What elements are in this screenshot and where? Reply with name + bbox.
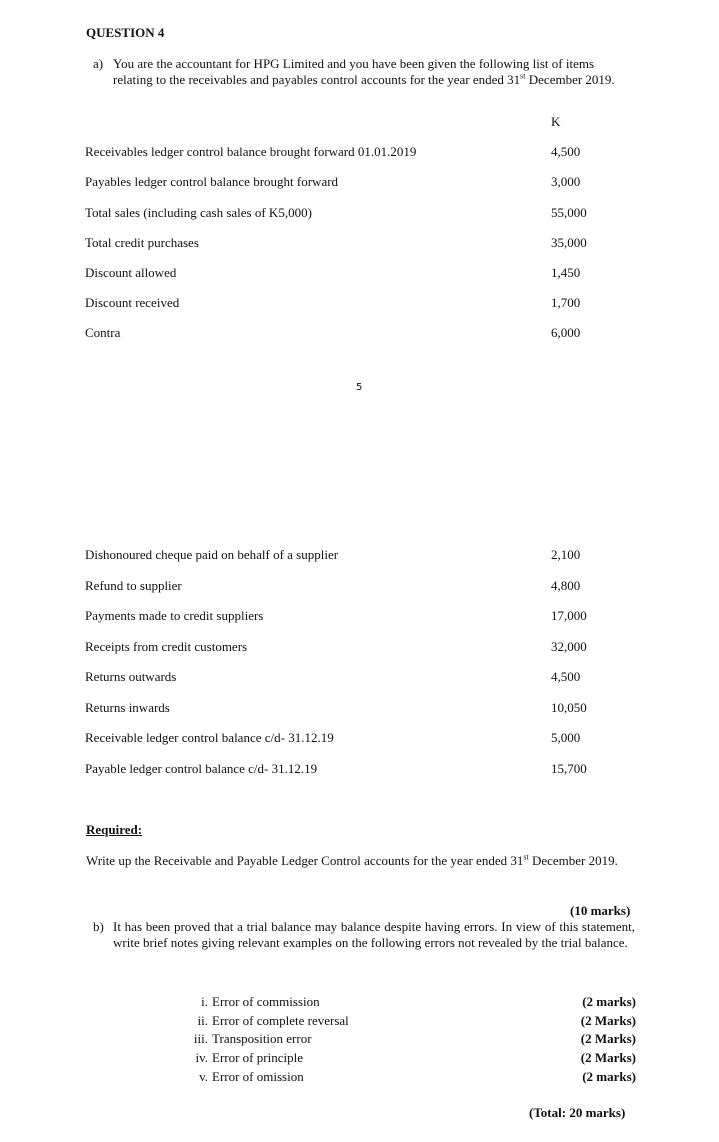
item-label: Payments made to credit suppliers [85,608,264,623]
item-row [85,578,645,594]
list-item [170,1013,636,1029]
part-b-text: It has been proved that a trial balance may balance despite having errors. In view of this statement, write brief notes giving relevant examples on the following errors not revealed by the trial balance. [113,919,635,950]
required-text-main: Write up the Receivable and Payable Ledger Control accounts for the year ended 31 [86,853,524,868]
item-row [85,325,645,341]
item-value: 3,000 [551,174,581,189]
list-item [170,1050,636,1066]
item-label: Payables ledger control balance brought forward [85,174,339,189]
item-row [85,144,645,160]
item-row [85,265,645,281]
item-value: 15,700 [551,761,587,776]
item-row [85,761,645,777]
item-label: Refund to supplier [85,578,182,593]
item-label: Receivables ledger control balance brought forward 01.01.2019 [85,144,417,159]
item-label: Receivable ledger control balance c/d- 31.12.19 [85,730,334,745]
item-row [85,235,645,251]
part-a-marks: (10 marks) [570,903,631,918]
item-row [85,669,645,685]
part-a-text [113,56,618,88]
error-name: Error of complete reversal [212,1013,349,1028]
item-value: 4,800 [551,578,581,593]
item-row [85,608,645,624]
item-label: Returns outwards [85,669,177,684]
currency-header: K [551,114,561,129]
required-heading: Required: [86,822,143,837]
error-number: iii. [193,1031,208,1046]
item-value: 1,700 [551,295,581,310]
item-value: 4,500 [551,144,581,159]
item-row [85,205,645,221]
item-label: Total sales (including cash sales of K5,000) [85,205,312,220]
item-value: 55,000 [551,205,587,220]
error-number: i. [201,994,208,1009]
error-marks: (2 Marks) [580,1031,636,1046]
error-marks: (2 Marks) [580,1013,636,1028]
item-value: 1,450 [551,265,581,280]
item-label: Discount received [85,295,180,310]
error-number: iv. [195,1050,208,1065]
error-number: v. [199,1069,208,1084]
question-title: QUESTION 4 [86,25,165,40]
item-value: 10,050 [551,700,587,715]
required-text [86,853,646,869]
item-label: Discount allowed [85,265,177,280]
item-value: 4,500 [551,669,581,684]
item-value: 6,000 [551,325,581,340]
error-marks: (2 marks) [582,994,636,1009]
part-a-text-sup: st [520,71,526,81]
item-row [85,295,645,311]
item-row [85,547,645,563]
item-label: Contra [85,325,121,340]
item-row [85,700,645,716]
item-label: Returns inwards [85,700,170,715]
item-label: Receipts from credit customers [85,639,248,654]
page-number: 5 [356,382,363,393]
list-item [170,994,636,1010]
part-b-label: b) [93,919,104,934]
item-value: 2,100 [551,547,581,562]
part-a-text-end: December 2019. [525,72,615,87]
item-value: 32,000 [551,639,587,654]
item-value: 5,000 [551,730,581,745]
error-name: Error of commission [212,994,320,1009]
part-a-label: a) [93,56,104,71]
item-label: Total credit purchases [85,235,199,250]
list-item [170,1069,636,1085]
required-text-sup: st [523,852,529,862]
total-marks: (Total: 20 marks) [529,1105,626,1120]
error-marks: (2 Marks) [580,1050,636,1065]
error-marks: (2 marks) [582,1069,636,1084]
item-value: 35,000 [551,235,587,250]
item-row [85,730,645,746]
item-label: Payable ledger control balance c/d- 31.12.19 [85,761,318,776]
error-name: Error of principle [212,1050,303,1065]
item-value: 17,000 [551,608,587,623]
required-text-end: December 2019. [528,853,618,868]
error-name: Error of omission [212,1069,304,1084]
error-number: ii. [197,1013,208,1028]
item-row [85,174,645,190]
list-item [170,1031,636,1047]
item-label: Dishonoured cheque paid on behalf of a supplier [85,547,339,562]
item-row [85,639,645,655]
error-name: Transposition error [212,1031,312,1046]
part-a-text-main: You are the accountant for HPG Limited and you have been given the following list of items relating to the receivables and payables control accounts for the year ended 31 [113,56,595,87]
